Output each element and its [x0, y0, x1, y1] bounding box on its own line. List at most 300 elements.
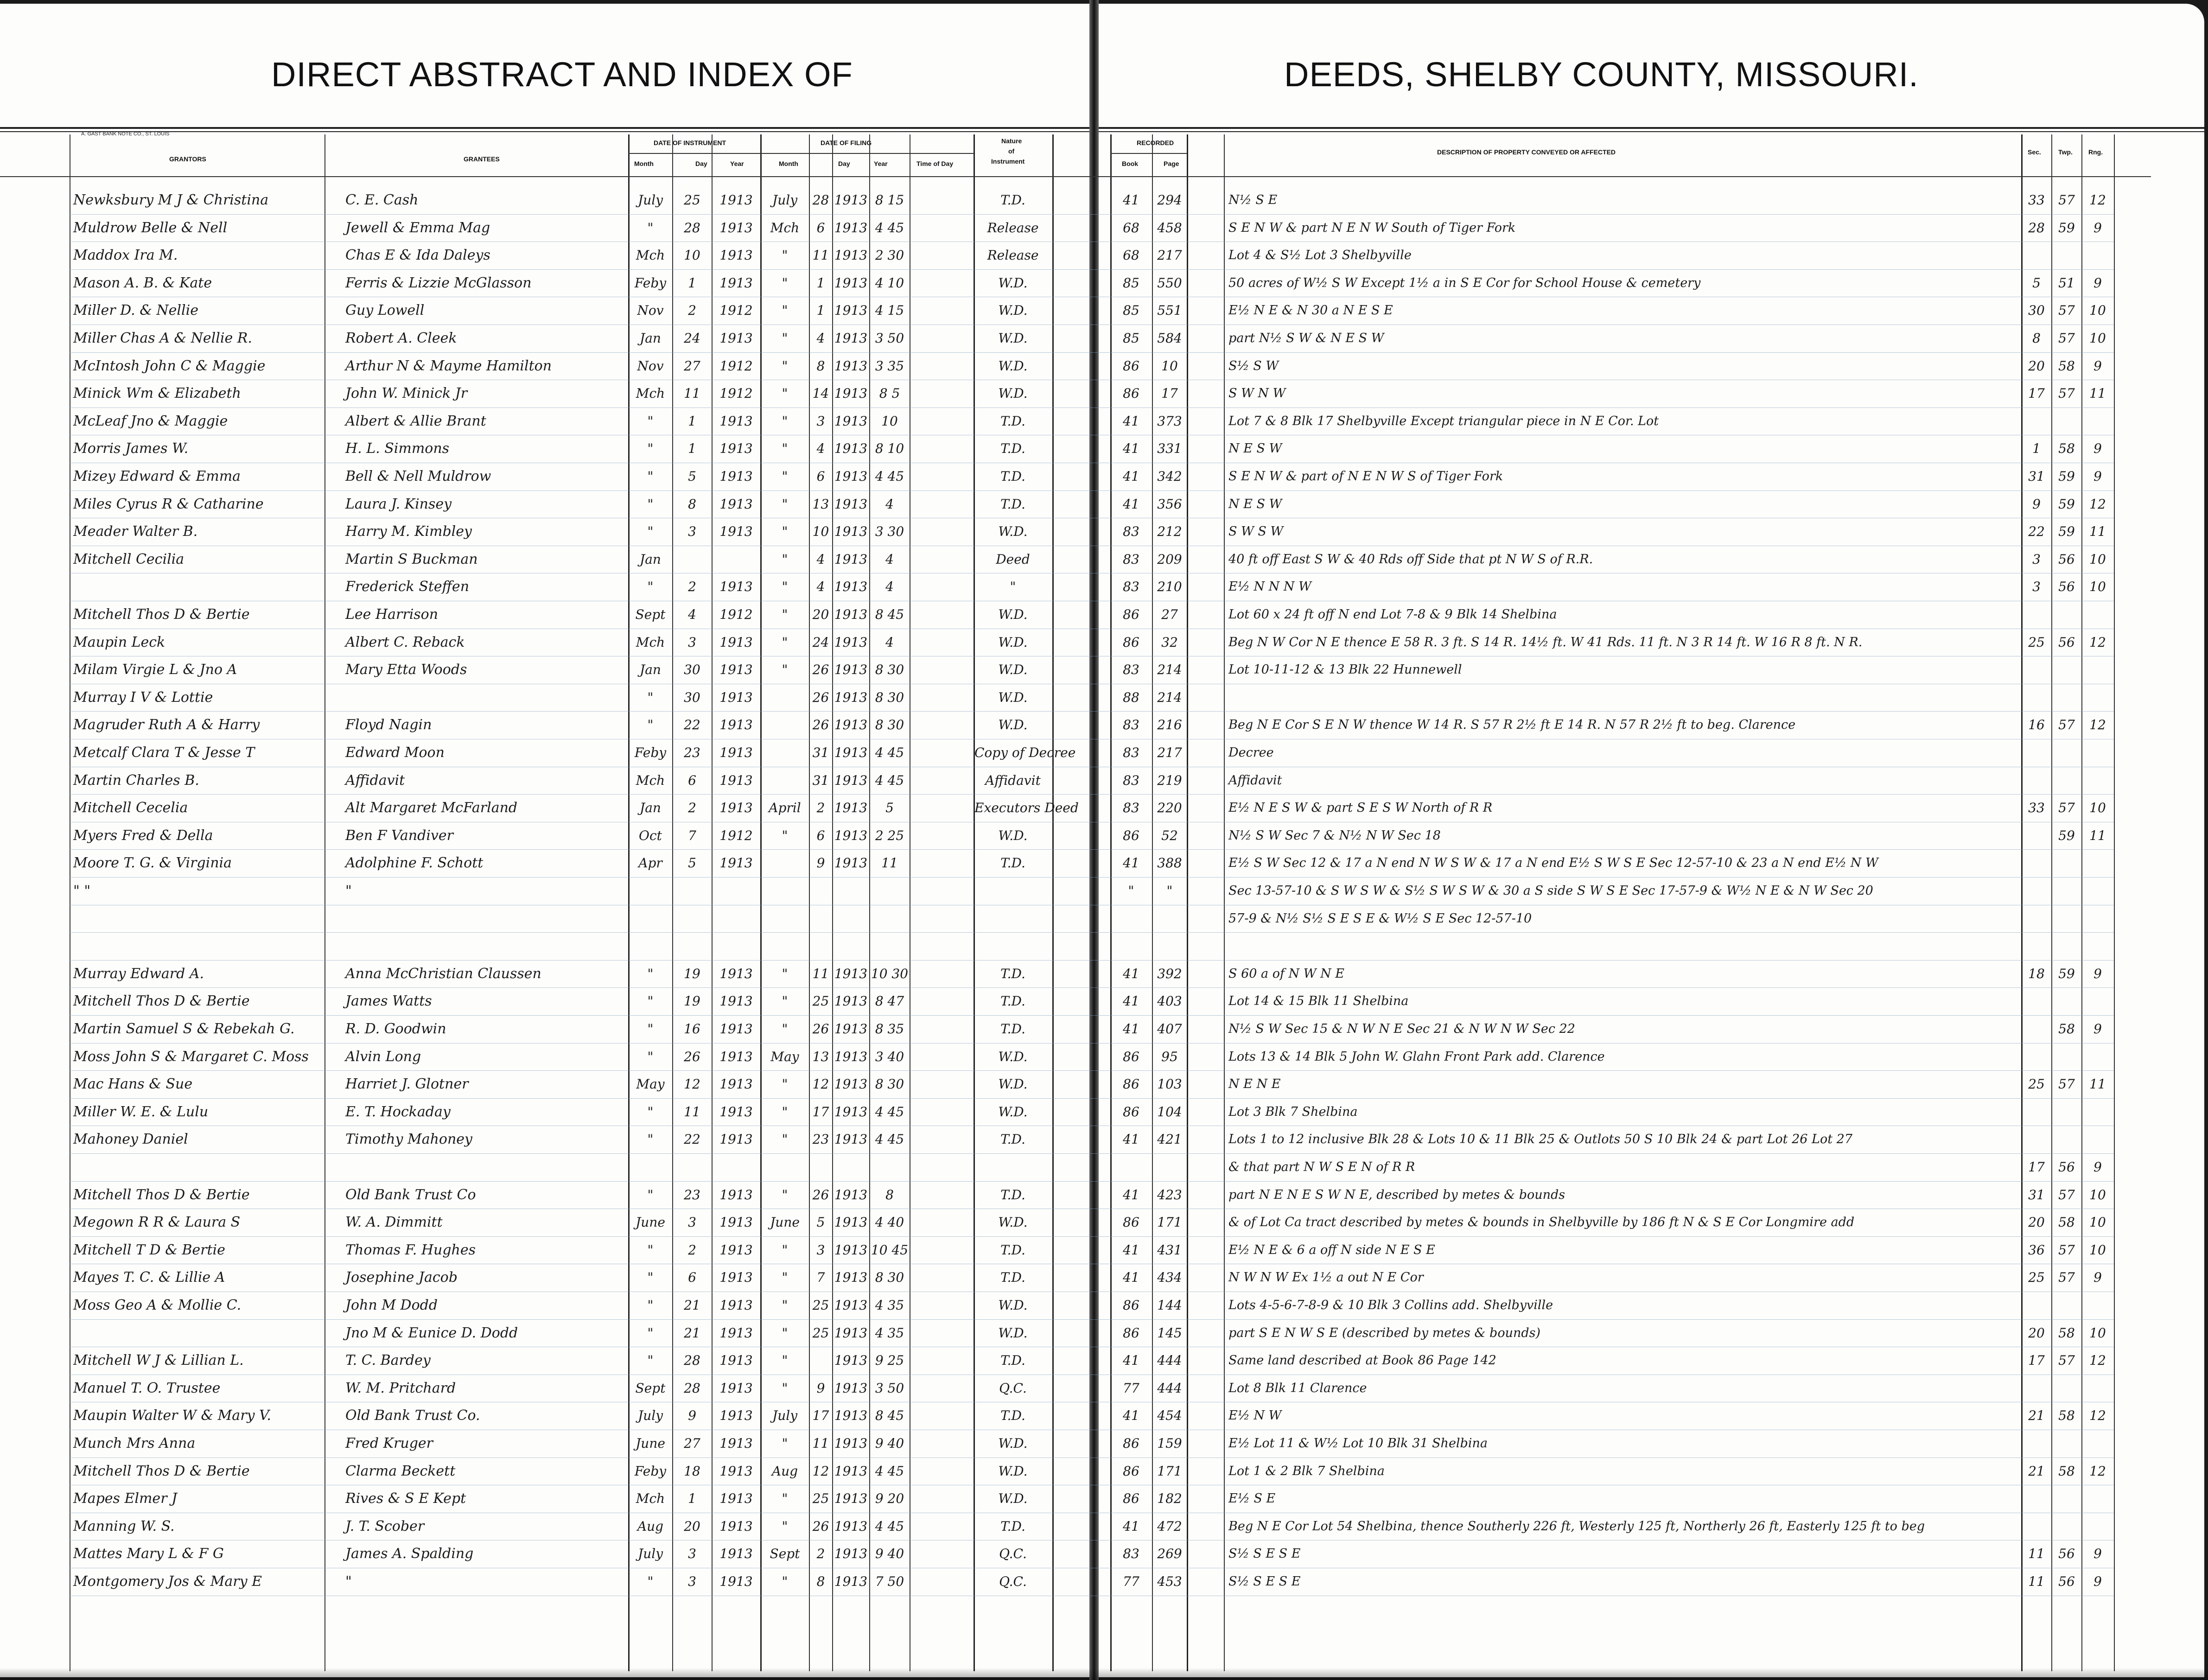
cell-grantor — [73, 578, 324, 596]
cell-fy: 1913 — [834, 800, 868, 816]
cell-ft: 10 45 — [871, 1242, 909, 1258]
table-row — [0, 991, 2208, 1011]
cell-nature: W.D. — [998, 634, 1028, 650]
header-file-year: Year — [874, 160, 888, 167]
cell-ft: 3 35 — [875, 358, 904, 374]
table-row — [0, 1378, 2208, 1398]
cell-nature — [974, 910, 1051, 928]
cell-fy — [833, 937, 869, 955]
cell-page: 423 — [1157, 1187, 1182, 1203]
cell-grantor: Montgomery Jos & Mary E — [73, 1573, 262, 1590]
cell-fm: " — [782, 303, 788, 318]
cell-iy: 1913 — [719, 1463, 753, 1479]
cell-fy: 1913 — [834, 1491, 868, 1507]
cell-rng: 12 — [2089, 1463, 2106, 1479]
row-rule — [70, 490, 2114, 491]
cell-fm — [761, 771, 808, 790]
cell-sec — [2022, 882, 2051, 900]
cell-desc: N½ S E — [1228, 193, 1278, 207]
cell-page: 444 — [1157, 1353, 1182, 1368]
cell-book: 68 — [1123, 220, 1139, 235]
cell-grantor: Moss Geo A & Mollie C. — [73, 1297, 242, 1313]
cell-fd: 14 — [812, 386, 829, 401]
table-row — [0, 190, 2208, 210]
cell-ft: 8 30 — [875, 717, 904, 733]
cell-rng: 9 — [2093, 275, 2102, 291]
cell-iy: 1913 — [719, 855, 753, 871]
cell-book: 83 — [1123, 1546, 1139, 1562]
cell-fd: 13 — [812, 496, 829, 512]
cell-fm: " — [782, 524, 788, 540]
table-row — [0, 356, 2208, 375]
cell-fy: 1913 — [834, 1380, 868, 1396]
cell-grantee: Affidavit — [345, 772, 405, 789]
cell-rng: 10 — [2089, 551, 2106, 567]
cell-fm — [761, 716, 808, 734]
cell-fy: 1913 — [834, 717, 868, 733]
cell-iy: 1913 — [719, 220, 753, 235]
cell-fy: 1913 — [834, 1187, 868, 1203]
cell-nature: Release — [987, 220, 1039, 235]
cell-grantor: Mahoney Daniel — [73, 1131, 188, 1148]
cell-sec: 33 — [2028, 800, 2045, 816]
cell-sec — [2022, 1020, 2051, 1038]
cell-fy: 1913 — [834, 1325, 868, 1341]
cell-grantee: Anna McChristian Claussen — [345, 965, 541, 982]
cell-page — [1153, 910, 1186, 928]
cell-twp: 57 — [2058, 800, 2075, 816]
cell-iy: 1913 — [719, 331, 753, 346]
cell-iy: 1913 — [719, 1491, 753, 1507]
cell-desc: Lots 1 to 12 inclusive Blk 28 & Lots 10 & 11 Blk 25 & Outlots 50 S 10 Blk 24 & part Lot 26 Lot 27 — [1228, 1132, 1852, 1147]
cell-grantee: James A. Spalding — [345, 1546, 474, 1562]
cell-fd: 24 — [812, 634, 829, 650]
cell-fy: 1913 — [834, 689, 868, 705]
cell-nature — [974, 882, 1051, 900]
row-rule — [70, 1181, 2114, 1182]
cell-twp — [2052, 688, 2081, 707]
cell-fm: " — [782, 1491, 788, 1507]
cell-rng: 12 — [2089, 496, 2106, 512]
cell-iy: 1912 — [719, 827, 753, 843]
cell-grantor — [73, 910, 324, 928]
header-nature-2: of — [1008, 147, 1015, 155]
cell-sec: 17 — [2028, 386, 2045, 401]
cell-sec — [2022, 1296, 2051, 1315]
cell-im: Mch — [636, 248, 665, 263]
header-description: DESCRIPTION OF PROPERTY CONVEYED OR AFFECTED — [1437, 148, 1616, 156]
cell-iy: 1913 — [719, 1215, 753, 1230]
cell-grantee: Guy Lowell — [345, 302, 425, 319]
table-row — [0, 798, 2208, 817]
cell-id: 28 — [684, 1353, 700, 1368]
cell-book: 86 — [1123, 1104, 1139, 1120]
table-row — [0, 1516, 2208, 1536]
cell-iy: 1913 — [719, 469, 753, 484]
cell-im: Feby — [634, 745, 667, 760]
cell-rng — [2082, 1296, 2113, 1315]
cell-page: 171 — [1157, 1215, 1182, 1230]
cell-fd: 4 — [816, 441, 825, 457]
cell-nature: W.D. — [998, 1104, 1028, 1120]
cell-fm: " — [782, 993, 788, 1009]
cell-iy: 1913 — [719, 275, 753, 291]
cell-twp: 59 — [2058, 966, 2075, 981]
header-inst-year: Year — [730, 160, 744, 167]
cell-rng: 10 — [2089, 303, 2106, 318]
cell-nature: W.D. — [998, 1491, 1028, 1507]
cell-nature: W.D. — [998, 1298, 1028, 1313]
cell-desc: Beg N E Cor S E N W thence W 14 R. S 57 R 2½ ft E 14 R. N 57 R 2½ ft to beg. Clarence — [1228, 718, 1796, 732]
cell-nature: W.D. — [998, 607, 1028, 622]
cell-book: 77 — [1123, 1380, 1139, 1396]
cell-nature: Copy of Decree — [974, 745, 1076, 760]
cell-iy: 1912 — [719, 386, 753, 401]
cell-ft: 3 30 — [875, 524, 904, 540]
cell-rng: 10 — [2089, 1215, 2106, 1230]
cell-im: " — [647, 1298, 654, 1313]
cell-desc: Lot 3 Blk 7 Shelbina — [1228, 1104, 1358, 1119]
cell-grantee: Bell & Nell Muldrow — [345, 468, 491, 484]
cell-twp: 57 — [2058, 1187, 2075, 1203]
table-row — [0, 826, 2208, 845]
cell-book: 86 — [1123, 827, 1139, 843]
cell-desc — [1228, 937, 2019, 955]
cell-fy: 1913 — [834, 855, 868, 871]
cell-sec — [2022, 1103, 2051, 1121]
cell-iy: 1913 — [719, 248, 753, 263]
row-rule — [70, 877, 2114, 878]
cell-page: 342 — [1157, 469, 1182, 484]
cell-page: 214 — [1157, 689, 1182, 705]
cell-fd: 26 — [812, 717, 829, 733]
cell-page: 214 — [1157, 662, 1182, 678]
cell-fy: 1913 — [834, 1242, 868, 1258]
cell-ft: 4 45 — [875, 772, 904, 788]
cell-ft: 3 40 — [875, 1049, 904, 1064]
cell-iy: 1913 — [719, 413, 753, 429]
cell-fm: " — [782, 1242, 788, 1258]
cell-id — [673, 910, 711, 928]
cell-desc: S E N W & part of N E N W S of Tiger Fork — [1228, 469, 1503, 484]
cell-book: 83 — [1123, 717, 1139, 733]
cell-grantee: Adolphine F. Schott — [345, 855, 484, 872]
cell-nature: Release — [987, 248, 1039, 263]
cell-rng — [2082, 1103, 2113, 1121]
cell-nature: W.D. — [998, 331, 1028, 346]
cell-nature: W.D. — [998, 1436, 1028, 1451]
header-divider — [760, 153, 974, 154]
cell-im: Sept — [635, 607, 666, 622]
table-row — [0, 577, 2208, 596]
cell-sec: 3 — [2032, 551, 2041, 567]
cell-fd — [810, 882, 832, 900]
cell-iy: 1913 — [719, 993, 753, 1009]
cell-twp: 56 — [2058, 1159, 2075, 1175]
cell-id: 22 — [684, 717, 700, 733]
table-row — [0, 1544, 2208, 1563]
header-file-month: Month — [779, 160, 798, 167]
cell-im — [630, 882, 671, 900]
cell-im: Jan — [640, 331, 661, 346]
table-row — [0, 853, 2208, 872]
cell-page: 392 — [1157, 966, 1182, 981]
row-rule — [70, 1070, 2114, 1071]
cell-ft: 9 20 — [875, 1491, 904, 1507]
cell-page: 373 — [1157, 413, 1182, 429]
cell-twp: 56 — [2058, 551, 2075, 567]
row-rule — [70, 1098, 2114, 1099]
cell-twp: 57 — [2058, 386, 2075, 401]
cell-book: 86 — [1123, 1325, 1139, 1341]
cell-book: 68 — [1123, 248, 1139, 263]
cell-id: 3 — [688, 1546, 696, 1562]
table-row — [0, 328, 2208, 348]
cell-desc: E½ S W Sec 12 & 17 a N end N W S W & 17 a N end E½ S W S E Sec 12-57-10 & 23 a N end E½ N W — [1228, 856, 1878, 871]
cell-id: 1 — [688, 275, 696, 291]
cell-id: 30 — [684, 662, 700, 678]
cell-nature: W.D. — [998, 827, 1028, 843]
cell-fd: 13 — [812, 1049, 829, 1064]
cell-rng: 12 — [2089, 1408, 2106, 1424]
header-inst-month: Month — [634, 160, 654, 167]
cell-fm: " — [782, 579, 788, 595]
cell-page: 220 — [1157, 800, 1182, 816]
cell-id — [673, 882, 711, 900]
cell-rng — [2082, 744, 2113, 762]
cell-grantor: Mattes Mary L & F G — [73, 1546, 224, 1562]
cell-id: 26 — [684, 1049, 700, 1064]
cell-sec — [2022, 246, 2051, 265]
cell-fy: 1913 — [834, 1298, 868, 1313]
cell-grantee: Lee Harrison — [345, 606, 439, 623]
cell-book: 88 — [1123, 689, 1139, 705]
cell-id: 27 — [684, 358, 700, 374]
cell-ft: 3 50 — [875, 1380, 904, 1396]
cell-twp: 57 — [2058, 303, 2075, 318]
cell-fm: " — [782, 662, 788, 678]
cell-sec: 20 — [2028, 1325, 2045, 1341]
cell-im: July — [637, 1546, 663, 1562]
row-rule — [70, 1153, 2114, 1154]
cell-fm: May — [770, 1049, 799, 1064]
cell-im: Aug — [637, 1518, 664, 1534]
cell-nature: T.D. — [1000, 1270, 1025, 1285]
cell-ft: 4 15 — [875, 303, 904, 318]
cell-ft: 4 35 — [875, 1325, 904, 1341]
cell-im: Jan — [640, 662, 661, 678]
cell-fy: 1913 — [834, 551, 868, 567]
cell-page: 550 — [1157, 275, 1182, 291]
cell-ft: 9 25 — [875, 1353, 904, 1368]
cell-book: 86 — [1123, 1463, 1139, 1479]
cell-fy: 1913 — [834, 1215, 868, 1230]
cell-iy: 1913 — [719, 1242, 753, 1258]
cell-grantee: Harriet J. Glotner — [345, 1076, 469, 1093]
cell-twp: 57 — [2058, 1270, 2075, 1285]
cell-page: 103 — [1157, 1076, 1182, 1092]
cell-fm — [761, 910, 808, 928]
cell-page: 216 — [1157, 717, 1182, 733]
header-date-instrument: DATE OF INSTRUMENT — [654, 139, 726, 146]
cell-im: Apr — [638, 855, 662, 871]
cell-desc: Lot 60 x 24 ft off N end Lot 7-8 & 9 Blk 14 Shelbina — [1228, 607, 1557, 622]
cell-sec — [2022, 1489, 2051, 1508]
cell-ft: 5 — [885, 800, 894, 816]
cell-iy: 1913 — [719, 1187, 753, 1203]
cell-rng: 9 — [2093, 1546, 2102, 1562]
cell-grantor: Newksbury M J & Christina — [73, 192, 269, 208]
cell-grantor: Mapes Elmer J — [73, 1490, 178, 1507]
cell-fm: June — [770, 1215, 800, 1230]
cell-nature: T.D. — [1000, 1132, 1025, 1147]
cell-im: Oct — [639, 827, 662, 843]
cell-ft: 4 — [885, 579, 894, 595]
cell-grantee: " — [345, 883, 352, 899]
cell-grantor: Munch Mrs Anna — [73, 1435, 196, 1451]
cell-im: " — [647, 579, 654, 595]
cell-grantor: Moss John S & Margaret C. Moss — [73, 1048, 309, 1065]
table-row — [0, 1295, 2208, 1315]
cell-rng: 9 — [2093, 1270, 2102, 1285]
cell-desc: & that part N W S E N of R R — [1228, 1160, 1415, 1174]
cell-fd: 26 — [812, 1518, 829, 1534]
cell-fd: 26 — [812, 662, 829, 678]
cell-fd: 3 — [816, 413, 825, 429]
cell-im: Mch — [636, 1491, 665, 1507]
cell-grantor: Mitchell Thos D & Bertie — [73, 1463, 250, 1479]
page-bottom-shadow — [0, 1668, 2208, 1680]
cell-im — [630, 937, 671, 955]
cell-iy: 1913 — [719, 800, 753, 816]
table-row — [0, 245, 2208, 265]
cell-iy: 1912 — [719, 358, 753, 374]
cell-fd: 1 — [816, 275, 825, 291]
cell-rng — [2082, 661, 2113, 679]
cell-page: 421 — [1157, 1132, 1182, 1147]
cell-sec: 3 — [2032, 579, 2041, 595]
cell-desc: part N E N E S W N E, described by metes & bounds — [1228, 1187, 1565, 1202]
cell-fd: 9 — [816, 1380, 825, 1396]
cell-book: 83 — [1123, 551, 1139, 567]
cell-rng — [2082, 1517, 2113, 1536]
cell-fd: 26 — [812, 689, 829, 705]
cell-grantor: Martin Samuel S & Rebekah G. — [73, 1021, 295, 1037]
cell-fm: " — [782, 634, 788, 650]
cell-ft: 4 45 — [875, 469, 904, 484]
cell-grantee: W. M. Pritchard — [345, 1380, 456, 1396]
cell-fd: 4 — [816, 551, 825, 567]
cell-fy: 1913 — [834, 358, 868, 374]
cell-sec: 17 — [2028, 1159, 2045, 1175]
cell-iy: 1913 — [719, 496, 753, 512]
cell-id: 2 — [688, 303, 696, 318]
cell-sec — [2022, 744, 2051, 762]
cell-book: 86 — [1123, 607, 1139, 622]
cell-im: " — [647, 1021, 654, 1037]
cell-sec: 5 — [2032, 275, 2041, 291]
table-row — [0, 273, 2208, 293]
cell-desc: 57-9 & N½ S½ S E S E & W½ S E Sec 12-57-10 — [1228, 911, 1532, 926]
table-row — [0, 1157, 2208, 1177]
cell-grantee: Ben F Vandiver — [345, 827, 453, 844]
cell-id: 19 — [684, 966, 700, 981]
cell-fd: 25 — [812, 1298, 829, 1313]
cell-desc: S E N W & part N E N W South of Tiger Fork — [1228, 220, 1516, 235]
cell-desc: Beg N W Cor N E thence E 58 R. 3 ft. S 14 R. 14½ ft. W 41 Rds. 11 ft. N 3 R 14 ft. W 16 R 8 ft. N R. — [1228, 635, 1863, 649]
cell-im: " — [647, 1187, 654, 1203]
cell-book: 41 — [1123, 1518, 1139, 1534]
cell-iy: 1913 — [719, 1132, 753, 1147]
cell-fd: 12 — [812, 1463, 829, 1479]
cell-nature: T.D. — [1000, 192, 1025, 208]
cell-grantee — [345, 1158, 626, 1177]
cell-fy: 1913 — [834, 275, 868, 291]
cell-fy: 1913 — [834, 413, 868, 429]
cell-book: 41 — [1123, 496, 1139, 512]
cell-iy: 1913 — [719, 1076, 753, 1092]
table-row — [0, 909, 2208, 928]
cell-fd — [810, 937, 832, 955]
row-rule — [70, 352, 2114, 353]
cell-fy: 1913 — [834, 662, 868, 678]
cell-id: 2 — [688, 579, 696, 595]
cell-rng: 9 — [2093, 1021, 2102, 1037]
cell-iy — [713, 937, 760, 955]
table-row — [0, 1461, 2208, 1481]
cell-twp — [2052, 1130, 2081, 1149]
cell-fm: " — [782, 1518, 788, 1534]
cell-twp: 57 — [2058, 1353, 2075, 1368]
cell-grantee: E. T. Hockaday — [345, 1103, 451, 1120]
cell-ft: 8 30 — [875, 662, 904, 678]
cell-grantor: Maupin Leck — [73, 634, 165, 650]
cell-desc: Lots 13 & 14 Blk 5 John W. Glahn Front Park add. Clarence — [1228, 1049, 1605, 1064]
table-row — [0, 1102, 2208, 1121]
cell-desc: Lot 10-11-12 & 13 Blk 22 Hunnewell — [1228, 662, 1462, 677]
cell-grantee: Robert A. Cleek — [345, 330, 457, 346]
header-time-of-day: Time of Day — [916, 160, 954, 167]
cell-fy: 1913 — [834, 966, 868, 981]
cell-fd: 12 — [812, 1076, 829, 1092]
cell-ft: 4 45 — [875, 220, 904, 235]
cell-page: 217 — [1157, 248, 1182, 263]
cell-im: June — [636, 1215, 665, 1230]
cell-im: Mch — [636, 386, 665, 401]
cell-fm — [761, 1158, 808, 1177]
cell-desc: E½ N E S W & part S E S W North of R R — [1228, 801, 1493, 815]
cell-iy: 1913 — [719, 966, 753, 981]
cell-sec — [2022, 992, 2051, 1011]
cell-book: 41 — [1123, 993, 1139, 1009]
row-rule — [70, 960, 2114, 961]
cell-fd: 4 — [816, 331, 825, 346]
table-row — [0, 1489, 2208, 1508]
cell-im: " — [647, 1574, 654, 1589]
cell-sec: 28 — [2028, 220, 2045, 235]
top-rule-right — [1094, 127, 2204, 132]
cell-desc: & of Lot Ca tract described by metes & bounds in Shelbyville by 186 ft N & S E Cor Longmire add — [1228, 1215, 1855, 1230]
cell-id: 6 — [688, 772, 696, 788]
cell-iy: 1913 — [719, 717, 753, 733]
cell-twp: 59 — [2058, 827, 2075, 843]
cell-book: 85 — [1123, 331, 1139, 346]
cell-rng — [2082, 1130, 2113, 1149]
cell-im: Jan — [640, 551, 661, 567]
cell-nature: W.D. — [998, 1463, 1028, 1479]
cell-fm: " — [782, 1574, 788, 1589]
cell-rng: 12 — [2089, 634, 2106, 650]
